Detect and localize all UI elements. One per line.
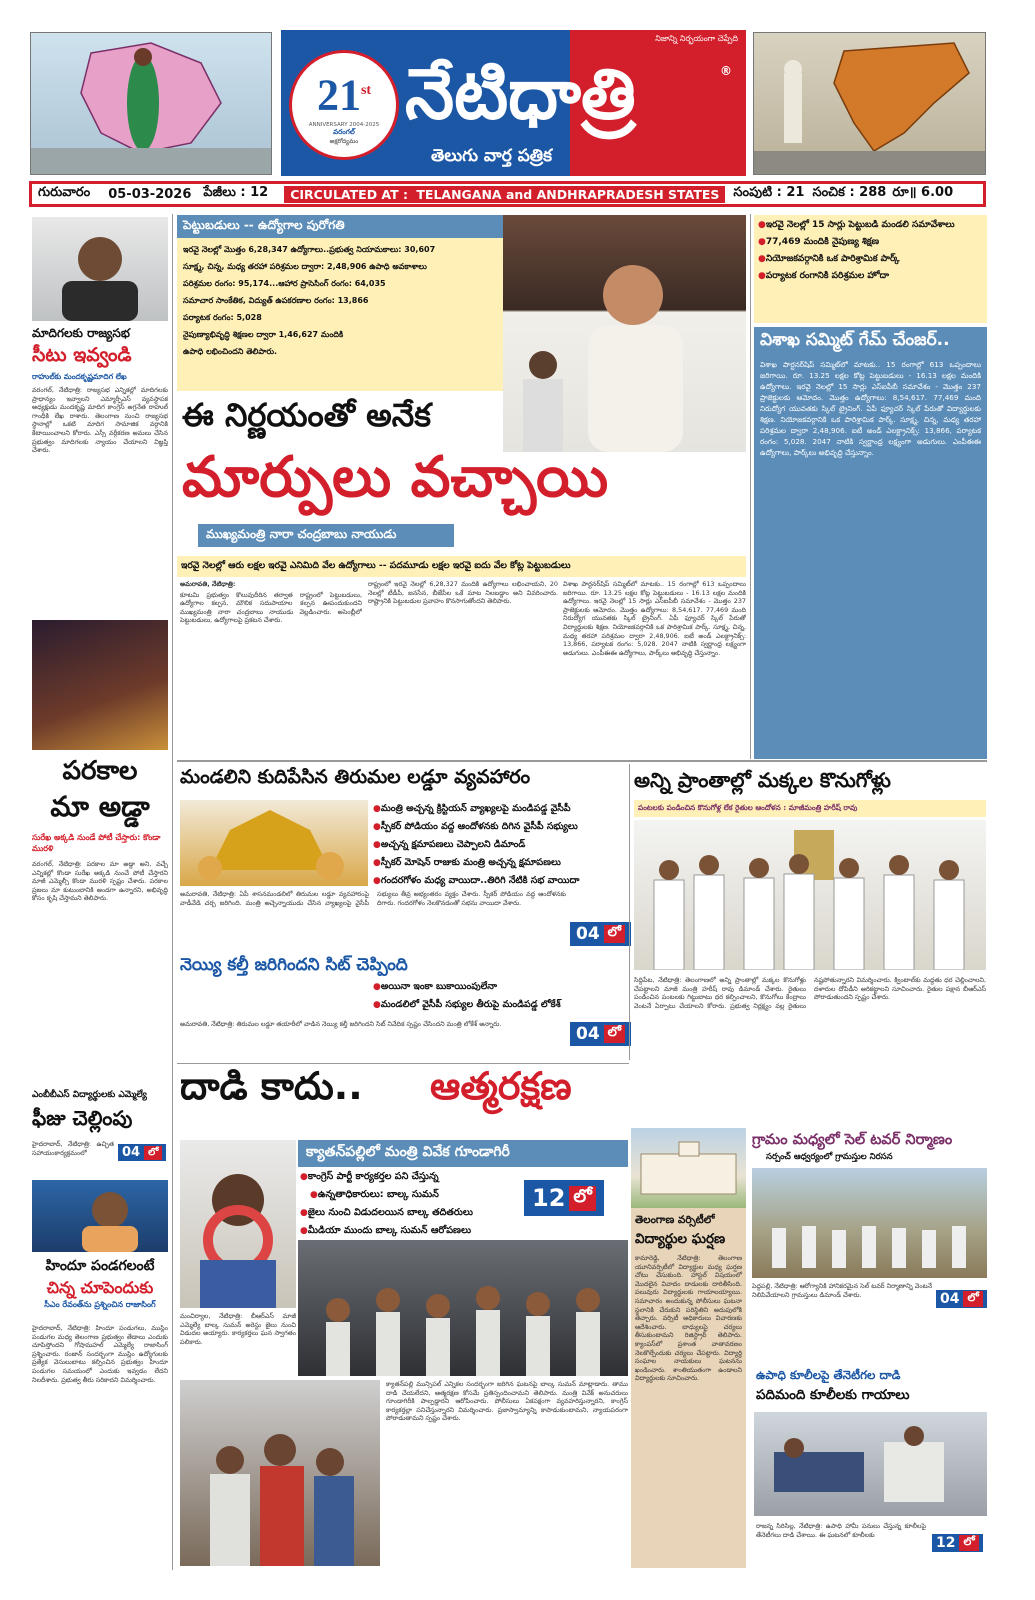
paddy-headline: అన్ని ప్రాంతాల్లో మక్కల కొనుగోళ్లు bbox=[634, 768, 891, 792]
story1-kicker: మాదిగలకు రాజ్యసభ bbox=[32, 326, 130, 340]
laddu-bullets bbox=[373, 800, 627, 890]
circulated-states: TELANGANA and ANDHRAPRADESH STATES bbox=[416, 186, 720, 202]
story3-page-number: 04 bbox=[122, 1145, 141, 1160]
photo-crowd-embrace bbox=[180, 1380, 380, 1566]
vizag-summit-body: విశాఖ పార్టనర్‌షిప్ సమ్మిట్‌లో మాటకు.. 15 రంగాల్లో 613 ఒప్పందాలు జరిగాయి. రూ. 13.25 లక్షల కోట్ల పెట్టుబడులు - 16.13 లక్షల మందికి ఉద్యోగాలు. ఇరవై నెలల్లో 15 సార్లు ఎస్ఐపీబీ సమావేశం - మొత్తం 237 ప్రాజెక్టులకు ఆమోదం. మొత్తం ఉద్యోగాలు: 8,54,617. 77,469 మంది నిరుద్యోగ యువతకు స్కిల్ ట్రైనింగ్. ఏపీ ఫ్యూచర్ స్కిల్ పేరుతో విద్యార్థులకు శిక్షణ. నియోజకవర్గానికి ఒక పారిశ్రామిక పార్క్. సూక్ష్మ, చిన్న, మధ్య తరహా పరిశ్రమల ద్వారా 2,48,906. ఐటీ అండ్ ఎలక్ట్రానిక్స్: 13,866, పర్యాటక రంగం: 5,028. 2047 నాటికి స్వర్ణాంధ్ర లక్ష్యంగా అడుగులు. ఎంపీఈఈ ఉద్యోగాలు, పార్క్‌లు అభివృద్ధి చేస్తున్నాం. bbox=[760, 360, 981, 457]
masthead-tagline: తెలుగు వార్త పత్రిక bbox=[431, 146, 552, 166]
attack-lo: లో bbox=[569, 1186, 596, 1211]
tower-headline: గ్రామం మధ్యలో సెల్ టవర్ నిర్మాణం bbox=[752, 1132, 953, 1148]
lead-body-para: రాష్ట్రంలో ఇరవై నెలల్లో 6,28,327 మందికి ఉద్యోగాలు లభించాయని, 20 నెలల్లో టీడీపీ, జనసేన, బీజేపీల ఒకే మాట నిలబడ్డాం అని వివరించారు. రాష్ట్రానికి పెట్టుబడుల ప్రవాహం కొనసాగుతోందని తెలిపారు. bbox=[368, 580, 558, 606]
circulated-label: CIRCULATED AT : bbox=[290, 186, 409, 202]
attack-continue-badge[interactable] bbox=[524, 1180, 604, 1216]
story3-kicker: ఎంబీబీఎస్ విద్యార్థులకు ఎమ్మెల్యే bbox=[32, 1090, 147, 1100]
anniversary-badge bbox=[289, 50, 399, 160]
anniversary-sub1: వరంగల్ bbox=[333, 127, 355, 136]
photo-chandrababu-assembly bbox=[503, 215, 746, 452]
story3-title: ఫీజు చెల్లింపు bbox=[32, 1106, 133, 1130]
story3-continue-badge[interactable] bbox=[118, 1144, 166, 1161]
andhra-map-illustration bbox=[754, 33, 986, 175]
attack-body-left: మంచిర్యాల, నేటిధాత్రి: బీఆర్ఎస్ మాజీ ఎమ్మెల్యే బాల్క సుమన్ అరెస్టు జైలు నుంచి విడుదల అయ్యారు. కార్యకర్తలు ఘన స్వాగతం పలికారు. bbox=[180, 1312, 296, 1346]
lead-headline-1: ఈ నిర్ణయంతో అనేక bbox=[182, 396, 431, 434]
photo-tirumala-laddu bbox=[180, 800, 368, 886]
story4-sub: సీఎం రేవంత్‌ను ప్రశ్నించిన రాజాసింగ్ bbox=[44, 1300, 156, 1309]
photo-injured-labourers bbox=[754, 1412, 987, 1516]
laddu-sub-bullets bbox=[373, 978, 627, 1014]
lead-stat-line: పరిశ్రమల రంగం: 95,174...ఆహార ప్రాసెసింగ్ రంగం: 64,035 bbox=[183, 279, 386, 288]
laddu-lo: లో bbox=[604, 925, 625, 943]
masthead-left-illustration bbox=[30, 32, 272, 175]
story2-body: వరంగల్, నేటిధాత్రి: పరకాల మా అడ్డా అని, వచ్చే ఎన్నికల్లో కొండా సురేఖ అక్కడి నుంచే పోటీ చేస్తారని మాజీ ఎమ్మెల్సీ కొండా మురళి స్పష్టం చేశారు. పరకాల ప్రజలు మా కుటుంబానికి అండగా ఉన్నారని, అభివృద్ధి కోసం కృషి చేస్తామని తెలిపారు. bbox=[32, 860, 168, 903]
laddu-bullet: ● గందరగోళం మధ్య వాయిదా..తిరిగి నేటికి సభ వాయిదా bbox=[373, 872, 627, 890]
laddu-bullet: ● మంత్రి అచ్చన్న క్రిస్టియన్ వ్యాఖ్యలపై మండిపడ్డ వైసీపీ bbox=[373, 800, 627, 818]
dateline-pages: పేజీలు : 12 bbox=[203, 185, 269, 200]
photo-balka-suman-garland bbox=[180, 1140, 296, 1308]
labour-continue-badge[interactable] bbox=[932, 1534, 983, 1552]
lead-stats-box bbox=[177, 215, 503, 391]
laddu-bullet: ● స్పీకర్ మోషెన్ రాజుకు మంత్రి అచ్చన్న క్షమాపణలు bbox=[373, 854, 627, 872]
attack-bullet: ● ఉన్నతాధికారులు: బాల్క సుమన్ bbox=[300, 1186, 520, 1204]
dateline-issue: సంచిక : 288 bbox=[812, 185, 887, 200]
laddu-headline: మండలిని కుదిపేసిన తిరుమల లడ్డూ వ్యవహారం bbox=[180, 766, 531, 788]
lead-body-para: విశాఖ పార్టనర్‌షిప్ సమ్మిట్‌లో మాటకు.. 15 రంగాల్లో 613 ఒప్పందాలు జరిగాయి. రూ. 13.25 లక్షల కోట్ల పెట్టుబడులు - 16.13 లక్షల మందికి ఉద్యోగాలు. ఇరవై నెలల్లో 15 సార్లు ఎస్ఐపీబీ సమావేశం - మొత్తం 237 ప్రాజెక్టులకు ఆమోదం. మొత్తం ఉద్యోగాలు: 8,54,617. 77,469 మంది నిరుద్యోగ యువతకు స్కిల్ ట్రైనింగ్. ఏపీ ఫ్యూచర్ స్కిల్ పేరుతో విద్యార్థులకు శిక్షణ. నియోజకవర్గానికి ఒక పారిశ్రామిక పార్క్. సూక్ష్మ, చిన్న, మధ్య తరహా పరిశ్రమల ద్వారా 2,48,906. ఐటీ అండ్ ఎలక్ట్రానిక్స్: 13,866, పర్యాటక రంగం: 5,028. 2047 నాటికి స్వర్ణాంధ్ర లక్ష్యంగా అడుగులు. ఎంపీఈఈ ఉద్యోగాలు, పార్క్‌లు అభివృద్ధి చేస్తున్నాం. bbox=[563, 580, 746, 657]
attack-bullet: ● కాంగ్రెస్ పార్టీ కార్యకర్తల పని చేస్తున్న bbox=[300, 1168, 520, 1186]
right-bullet: ● ఇరవై నెలల్లో 15 సార్లు పెట్టుబడి మండలి సమావేశాలు bbox=[758, 219, 983, 232]
anniversary-label: ANNIVERSARY 2004-2025 bbox=[308, 121, 380, 128]
story3-lo: లో bbox=[144, 1146, 162, 1160]
lead-stat-line: సమాచార సాంకేతిక, విద్యుత్ ఉపకరణాల రంగం: 13,866 bbox=[183, 296, 369, 305]
registered-mark: ® bbox=[720, 64, 732, 78]
lead-body-col1 bbox=[180, 580, 362, 750]
dateline-day: గురువారం bbox=[38, 185, 91, 200]
laddu-bullet: ● స్పీకర్ పోడియం వద్ద ఆందోళనకు దిగిన వైసీపీ సభ్యులు bbox=[373, 818, 627, 836]
laddu-sub-lo: లో bbox=[604, 1025, 625, 1043]
laddu-sub-headline: నెయ్యి కల్తీ జరిగిందని సిట్ చెప్పింది bbox=[180, 955, 408, 975]
circulated-box bbox=[284, 186, 725, 203]
paddy-subhead: పంటలకు పండించిన కొనుగోళ్ల లేక రైతుల ఆందోళన : మాజీమంత్రి హరీష్ రావు bbox=[634, 800, 986, 817]
tower-subhead: సర్పంచ్ ఆధ్వర్యంలో గ్రామస్తుల నిరసన bbox=[766, 1152, 893, 1162]
portrait-manda-krishna bbox=[32, 217, 168, 321]
photo-villagers-protest bbox=[752, 1168, 987, 1278]
vizag-summit-title: విశాఖ సమ్మిట్ గేమ్ చేంజర్.. bbox=[760, 330, 950, 350]
anniversary-number: 21 bbox=[316, 70, 361, 120]
lead-body-dateline: అమరావతి, నేటిధాత్రి: bbox=[180, 580, 236, 588]
labour-headline-1: ఉపాధి కూలీలపై తేనెటీగల దాడి bbox=[756, 1368, 901, 1382]
attack-headline-2: ఆత్మరక్షణ bbox=[430, 1064, 572, 1108]
story4-title-2: చిన్న చూపెందుకు bbox=[46, 1278, 154, 1297]
story2-sub: సురేఖ అక్కడి నుండే పోటీ చేస్తారు: కొండా మురళి bbox=[32, 833, 161, 853]
paddy-body: సిద్దిపేట, నేటిధాత్రి: తెలంగాణలో అన్ని ప్రాంతాల్లో మక్కల కొనుగోళ్లు చేపట్టాలని మాజీ మంత్రి హరీష్ రావు డిమాండ్ చేశారు. రైతులు పండించిన పంటలకు గిట్టుబాటు ధర కల్పించాలని, కొనుగోలు కేంద్రాలు వెంటనే ఏర్పాటు చేయాలని కోరారు. ప్రభుత్వ నిర్లక్ష్యం వల్ల రైతులు నష్టపోతున్నారని విమర్శించారు. క్వింటాల్‌కు మద్దతు ధర చెల్లించాలని, దళారుల దోపిడీని అరికట్టాలని సూచించారు. రైతుల పక్షాన బీఆర్ఎస్ పోరాడుతుందని స్పష్టం చేశారు. bbox=[634, 976, 986, 1010]
labour-page-number: 12 bbox=[936, 1535, 956, 1551]
laddu-body: అమరావతి, నేటిధాత్రి: ఏపీ శాసనమండలిలో తిరుమల లడ్డూ వ్యవహారంపై వాడీవేడి చర్చ జరిగింది. మంత్రి అచ్చెన్నాయుడు చేసిన వ్యాఖ్యలపై వైసీపీ సభ్యులు తీవ్ర అభ్యంతరం వ్యక్తం చేశారు. స్పీకర్ పోడియం వద్ద ఆందోళనకు దిగారు. గందరగోళం నెలకొనడంతో సభను వాయిదా వేశారు. bbox=[180, 890, 566, 907]
tower-lo: లో bbox=[963, 1291, 982, 1307]
laddu-page-number: 04 bbox=[576, 924, 600, 944]
attack-bullet: ● జైలు నుంచి విడుదలయిన బాల్క తదితరులు bbox=[300, 1204, 520, 1222]
tower-body: పెద్దపల్లి, నేటిధాత్రి: ఆరోగ్యానికి హానికరమైన సెల్ టవర్ నిర్మాణాన్ని వెంటనే నిలిపివేయాలని గ్రామస్తులు డిమాండ్ చేశారు. bbox=[752, 1282, 932, 1299]
laddu-sub-body: అమరావతి, నేటిధాత్రి: తిరుమల లడ్డూ తయారీలో వాడిన నెయ్యి కల్తీ జరిగిందని సిట్ నివేదిక స్పష్టం చేసిందని మంత్రి లోకేశ్ అన్నారు. bbox=[180, 1020, 502, 1028]
masthead-logo-block bbox=[281, 30, 746, 176]
photo-parakala-rally bbox=[32, 620, 168, 750]
masthead-slogan: నిజాన్ని నిర్భయంగా చెప్పేది bbox=[655, 34, 738, 43]
right-bullet: ● 77,469 మందికి నైపుణ్య శిక్షణ bbox=[758, 236, 983, 249]
lead-body-para: కూటమి ప్రభుత్వం కొలువుదీరిన తర్వాత రాష్ట్రంలో పెట్టుబడులు, ఉద్యోగాల కల్పన, మౌలిక సదుపాయాల కల్పన ఊపందుకుందని ముఖ్యమంత్రి నారా చంద్రబాబు నాయుడు వెల్లడించారు. అసెంబ్లీలో పెట్టుబడులు, ఉద్యోగాలపై ప్రకటన చేశారు. bbox=[180, 590, 362, 625]
attack-bullets bbox=[300, 1168, 520, 1240]
tower-continue-badge[interactable] bbox=[936, 1290, 987, 1308]
laddu-continue-badge[interactable] bbox=[570, 922, 631, 946]
lead-attribution: ముఖ్యమంత్రి నారా చంద్రబాబు నాయుడు bbox=[198, 524, 454, 547]
story2-title-2: మా అడ్డా bbox=[50, 790, 150, 823]
story1-sub: రాహుల్‌కు మందకృష్ణమాదిగ లేఖ bbox=[32, 372, 127, 381]
attack-bullet: ● మీడియా ముందు బాల్క సుమన్ ఆరోపణలు bbox=[300, 1222, 520, 1240]
lead-stat-line: ఉపాధి లభించిందని తెలిపారు. bbox=[183, 347, 278, 356]
story1-title: సీటు ఇవ్వండి bbox=[32, 344, 132, 366]
photo-harish-rao-meeting bbox=[634, 820, 986, 970]
lead-stat-line: సూక్ష్మ, చిన్న, మధ్య తరహా పరిశ్రమల ద్వారా: 2,48,906 ఉపాధి అవకాశాలు bbox=[183, 262, 427, 271]
anniversary-suffix: st bbox=[360, 83, 372, 98]
laddu-bullet: ● అచ్చన్న క్షమాపణలు చెప్పాలని డిమాండ్ bbox=[373, 836, 627, 854]
university-title-2: విద్యార్థుల ఘర్షణ bbox=[635, 1231, 726, 1247]
lead-subline: ఇరవై నెలల్లో ఆరు లక్షల ఇరవై ఎనిమిది వేల ఉద్యోగాలు -- పదమూడు లక్షల ఇరవై ఐదు వేల కోట్ల పెట్టుబడులు bbox=[177, 556, 746, 577]
dateline-volume: సంపుటి : 21 bbox=[733, 185, 805, 200]
masthead-title: నేటిధాత్రి bbox=[405, 53, 636, 135]
anniversary-sub2: అక్షరోద్యమం bbox=[329, 137, 359, 145]
attack-body-right: క్యాతన్‌పల్లి మున్సిపల్ ఎన్నికల సందర్భంగా జరిగిన ఘటనపై బాల్క సుమన్ మాట్లాడారు. తాము దాడి చేయలేదని, ఆత్మరక్షణ కోసమే ప్రతిస్పందించామని తెలిపారు. మంత్రి వివేక్ అనుచరులు గూండాగిరీకి పాల్పడ్డారని ఆరోపించారు. పోలీసులు ఏకపక్షంగా వ్యవహరిస్తున్నారని, కాంగ్రెస్ కార్యకర్తల్లా పనిచేస్తున్నారని విమర్శించారు. ప్రజాస్వామ్యాన్ని కాపాడుకుంటామని, న్యాయపరంగా పోరాడుతామని స్పష్టం చేశారు. bbox=[386, 1380, 628, 1423]
right-bullet: ● నియోజకవర్గానికి ఒక పారిశ్రామిక పార్క్ bbox=[758, 253, 983, 266]
story4-body: హైదరాబాద్, నేటిధాత్రి: హిందూ పండుగలు, ముస్లిం పండుగల మధ్య తెలంగాణ ప్రభుత్వం తేడాలు ఎందుకు చూపిస్తోందని గోషామహల్ ఎమ్మెల్యే రాజాసింగ్ ప్రశ్నించారు. రంజాన్ సందర్భంగా ముస్లిం ఉద్యోగులకు ప్రత్యేక వెసులుబాటు కల్పించిన ప్రభుత్వం హిందూ పండుగల సమయంలో ఎందుకు ఇవ్వడం లేదని నిలదీశారు. ప్రభుత్వ తీరు సరికాదని విమర్శించారు. bbox=[32, 1324, 168, 1384]
photo-university-building bbox=[631, 1128, 746, 1208]
photo-supporters-rally bbox=[298, 1240, 628, 1376]
university-title-1: తెలంగాణ వర్సిటీలో bbox=[635, 1214, 715, 1226]
attack-title: క్యాతన్‌పల్లిలో మంత్రి వివేక గూండాగిరీ bbox=[298, 1140, 628, 1167]
lead-stat-line: పర్యాటక రంగం: 5,028 bbox=[183, 313, 262, 322]
right-bullet: ● పర్యాటక రంగానికి పరిశ్రమల హోదా bbox=[758, 270, 983, 283]
university-body: కామారెడ్డి, నేటిధాత్రి: తెలంగాణ యూనివర్సిటీలో విద్యార్థుల మధ్య ఘర్షణ చోటు చేసుకుంది. హాస్టల్ విషయంలో మొదలైన వివాదం దాడులకు దారితీసింది. పలువురు విద్యార్థులకు గాయాలయ్యాయి. సమాచారం అందుకున్న పోలీసులు ఘటనా స్థలానికి చేరుకుని పరిస్థితిని అదుపులోకి తెచ్చారు. వర్సిటీ అధికారులు విచారణకు ఆదేశించారు. బాధ్యులపై చర్యలు తీసుకుంటామని రిజిస్ట్రార్ తెలిపారు. క్యాంపస్‌లో ప్రశాంత వాతావరణం నెలకొల్పేందుకు చర్యలు చేపట్టారు. విద్యార్థి సంఘాల నాయకులు ఘటనను ఖండించారు. శాంతియుతంగా ఉండాలని విద్యార్థులకు సూచించారు. bbox=[635, 1254, 742, 1383]
labour-lo: లో bbox=[959, 1535, 978, 1551]
story4-title-1: హిందూ పండగలంటే bbox=[45, 1258, 155, 1274]
lead-body-col2 bbox=[368, 580, 558, 750]
right-bullets-box bbox=[754, 215, 987, 323]
labour-body: రాజన్న సిరిసిల్ల, నేటిధాత్రి: ఉపాధి హామీ పనులు చేస్తున్న కూలీలపై తేనెటీగలు దాడి చేశాయి. ఈ ఘటనలో కూలీలకు bbox=[756, 1522, 926, 1539]
laddu-sub-bullet: ● మండలిలో వైసీపీ సభ్యుల తీరుపై మండిపడ్డ లోకేశ్ bbox=[373, 996, 627, 1014]
story2-title-1: పరకాల bbox=[62, 756, 138, 786]
story3-body: హైదరాబాద్, నేటిధాత్రి: ఉచ్ఛిత సహాయంకార్యక్రమంలో bbox=[32, 1140, 114, 1157]
portrait-raja-singh bbox=[32, 1180, 168, 1252]
labour-headline-2: పదిమంది కూలీలకు గాయాలు bbox=[756, 1388, 910, 1403]
laddu-sub-bullet: ● అయినా ఇంకా బుకాయింపులేనా bbox=[373, 978, 627, 996]
vizag-summit-box bbox=[754, 327, 987, 759]
lead-body-col3 bbox=[563, 580, 746, 750]
dateline-price: రూ॥ 6.00 bbox=[892, 185, 954, 200]
lead-stat-line: ఇరవై నెలల్లో మొత్తం 6,28,347 ఉద్యోగాలు..ప్రభుత్వ నియామకాలు: 30,607 bbox=[183, 245, 436, 254]
attack-page-number: 12 bbox=[532, 1184, 566, 1212]
story1-body: వరంగల్, నేటిధాత్రి: రాజ్యసభ ఎన్నికల్లో మాదిగలకు ప్రాధాన్యం ఇవ్వాలని ఎమ్మార్పీఎస్ వ్యవస్థాపక అధ్యక్షుడు మందకృష్ణ మాదిగ కాంగ్రెస్ అగ్రనేత రాహుల్ గాంధీకి లేఖ రాశారు. తెలంగాణ నుంచి రాజ్యసభ స్థానాల్లో ఒకటి మాదిగ సామాజిక వర్గానికి కేటాయించాలని కోరారు. ఎస్సీ వర్గీకరణ అమలు చేసిన ప్రభుత్వం మాదిగలకు న్యాయం చేయాలని విజ్ఞప్తి చేశారు. bbox=[32, 386, 168, 455]
laddu-sub-page-number: 04 bbox=[576, 1024, 600, 1044]
attack-headline-1: దాడి కాదు.. bbox=[180, 1064, 363, 1108]
lead-headline-2: మార్పులు వచ్చాయి bbox=[182, 445, 609, 510]
dateline-bar bbox=[29, 181, 986, 207]
lead-stats-title: పెట్టుబడులు -- ఉద్యోగాల పురోగతి bbox=[177, 215, 503, 238]
dateline-date: 05-03-2026 bbox=[108, 186, 192, 202]
lead-stat-line: నైపుణ్యాభివృద్ధి శిక్షణల ద్వారా 1,46,627 మందికి bbox=[183, 330, 344, 339]
masthead-right-illustration bbox=[753, 32, 986, 175]
tower-page-number: 04 bbox=[940, 1291, 960, 1307]
laddu-sub-continue-badge[interactable] bbox=[570, 1022, 631, 1046]
university-box bbox=[631, 1128, 746, 1568]
telangana-map-illustration bbox=[31, 33, 272, 175]
